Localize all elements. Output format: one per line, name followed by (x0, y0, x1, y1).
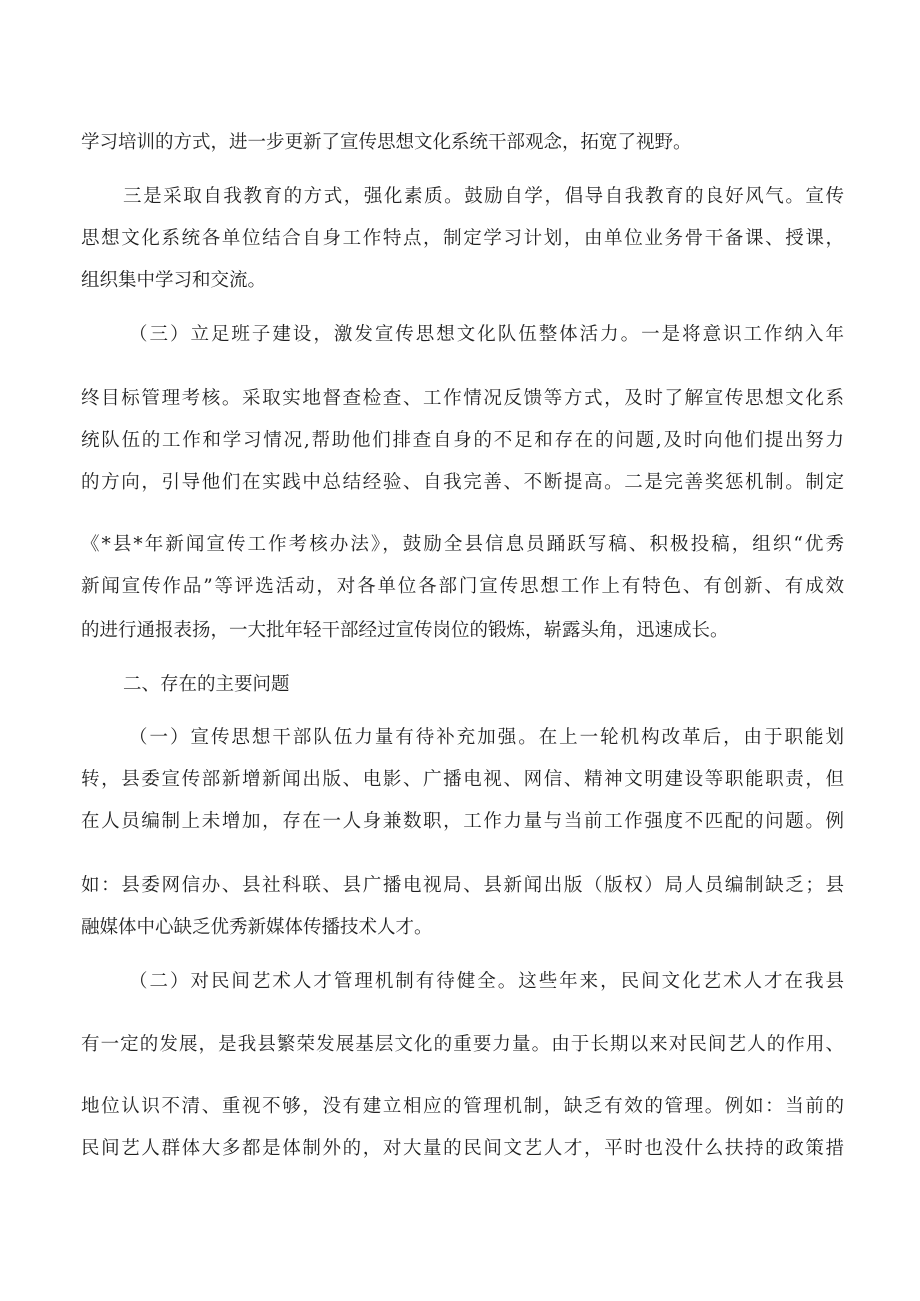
text-line: （一）宣传思想干部队伍力量有待补充加强。在上一轮机构改革后，由于职能划 (129, 727, 844, 748)
text-line: 学习培训的方式，进一步更新了宣传思想文化系统干部观念，拓宽了视野。 (81, 132, 692, 153)
text-line: 地位认识不清、重视不够，没有建立相应的管理机制，缺乏有效的管理。例如：当前的 (81, 1096, 844, 1117)
text-line: 如：县委网信办、县社科联、县广播电视局、县新闻出版（版权）局人员编制缺乏；县 (81, 875, 844, 896)
text-line: 有一定的发展，是我县繁荣发展基层文化的重要力量。由于长期以来对民间艺人的作用、 (81, 1034, 844, 1055)
text-line: （三）立足班子建设，激发宣传思想文化队伍整体活力。一是将意识工作纳入年 (129, 324, 844, 345)
text-line: 三是采取自我教育的方式，强化素质。鼓励自学，倡导自我教育的良好风气。宣传 (123, 186, 844, 207)
text-line: 统队伍的工作和学习情况,帮助他们排查自身的不足和存在的问题,及时向他们提出努力 (81, 430, 844, 451)
text-line: 民间艺人群体大多都是体制外的，对大量的民间文艺人才，平时也没什么扶持的政策措 (81, 1138, 844, 1159)
section-heading: 二、存在的主要问题 (123, 674, 290, 695)
text-line: 的进行通报表扬，一大批年轻干部经过宣传岗位的锻炼，崭露头角，迅速成长。 (81, 620, 729, 641)
text-line: 组织集中学习和交流。 (81, 270, 267, 291)
text-line: 终目标管理考核。采取实地督查检查、工作情况反馈等方式，及时了解宣传思想文化系 (81, 388, 844, 409)
text-line: 在人员编制上未增加，存在一人身兼数职，工作力量与当前工作强度不匹配的问题。例 (81, 811, 844, 832)
text-line: 《*县*年新闻宣传工作考核办法》，鼓励全县信息员踊跃写稿、积极投稿，组织“优秀 (81, 534, 844, 555)
text-line: 思想文化系统各单位结合自身工作特点，制定学习计划，由单位业务骨干备课、授课， (81, 228, 844, 249)
text-line: 转，县委宣传部新增新闻出版、电影、广播电视、网信、精神文明建设等职能职责，但 (81, 769, 844, 790)
text-line: 新闻宣传作品”等评选活动，对各单位各部门宣传思想工作上有特色、有创新、有成效 (81, 576, 844, 597)
text-line: 融媒体中心缺乏优秀新媒体传播技术人才。 (81, 917, 433, 938)
text-line: 的方向，引导他们在实践中总结经验、自我完善、不断提高。二是完善奖惩机制。制定 (81, 472, 844, 493)
text-line: （二）对民间艺术人才管理机制有待健全。这些年来，民间文化艺术人才在我县 (129, 971, 844, 992)
